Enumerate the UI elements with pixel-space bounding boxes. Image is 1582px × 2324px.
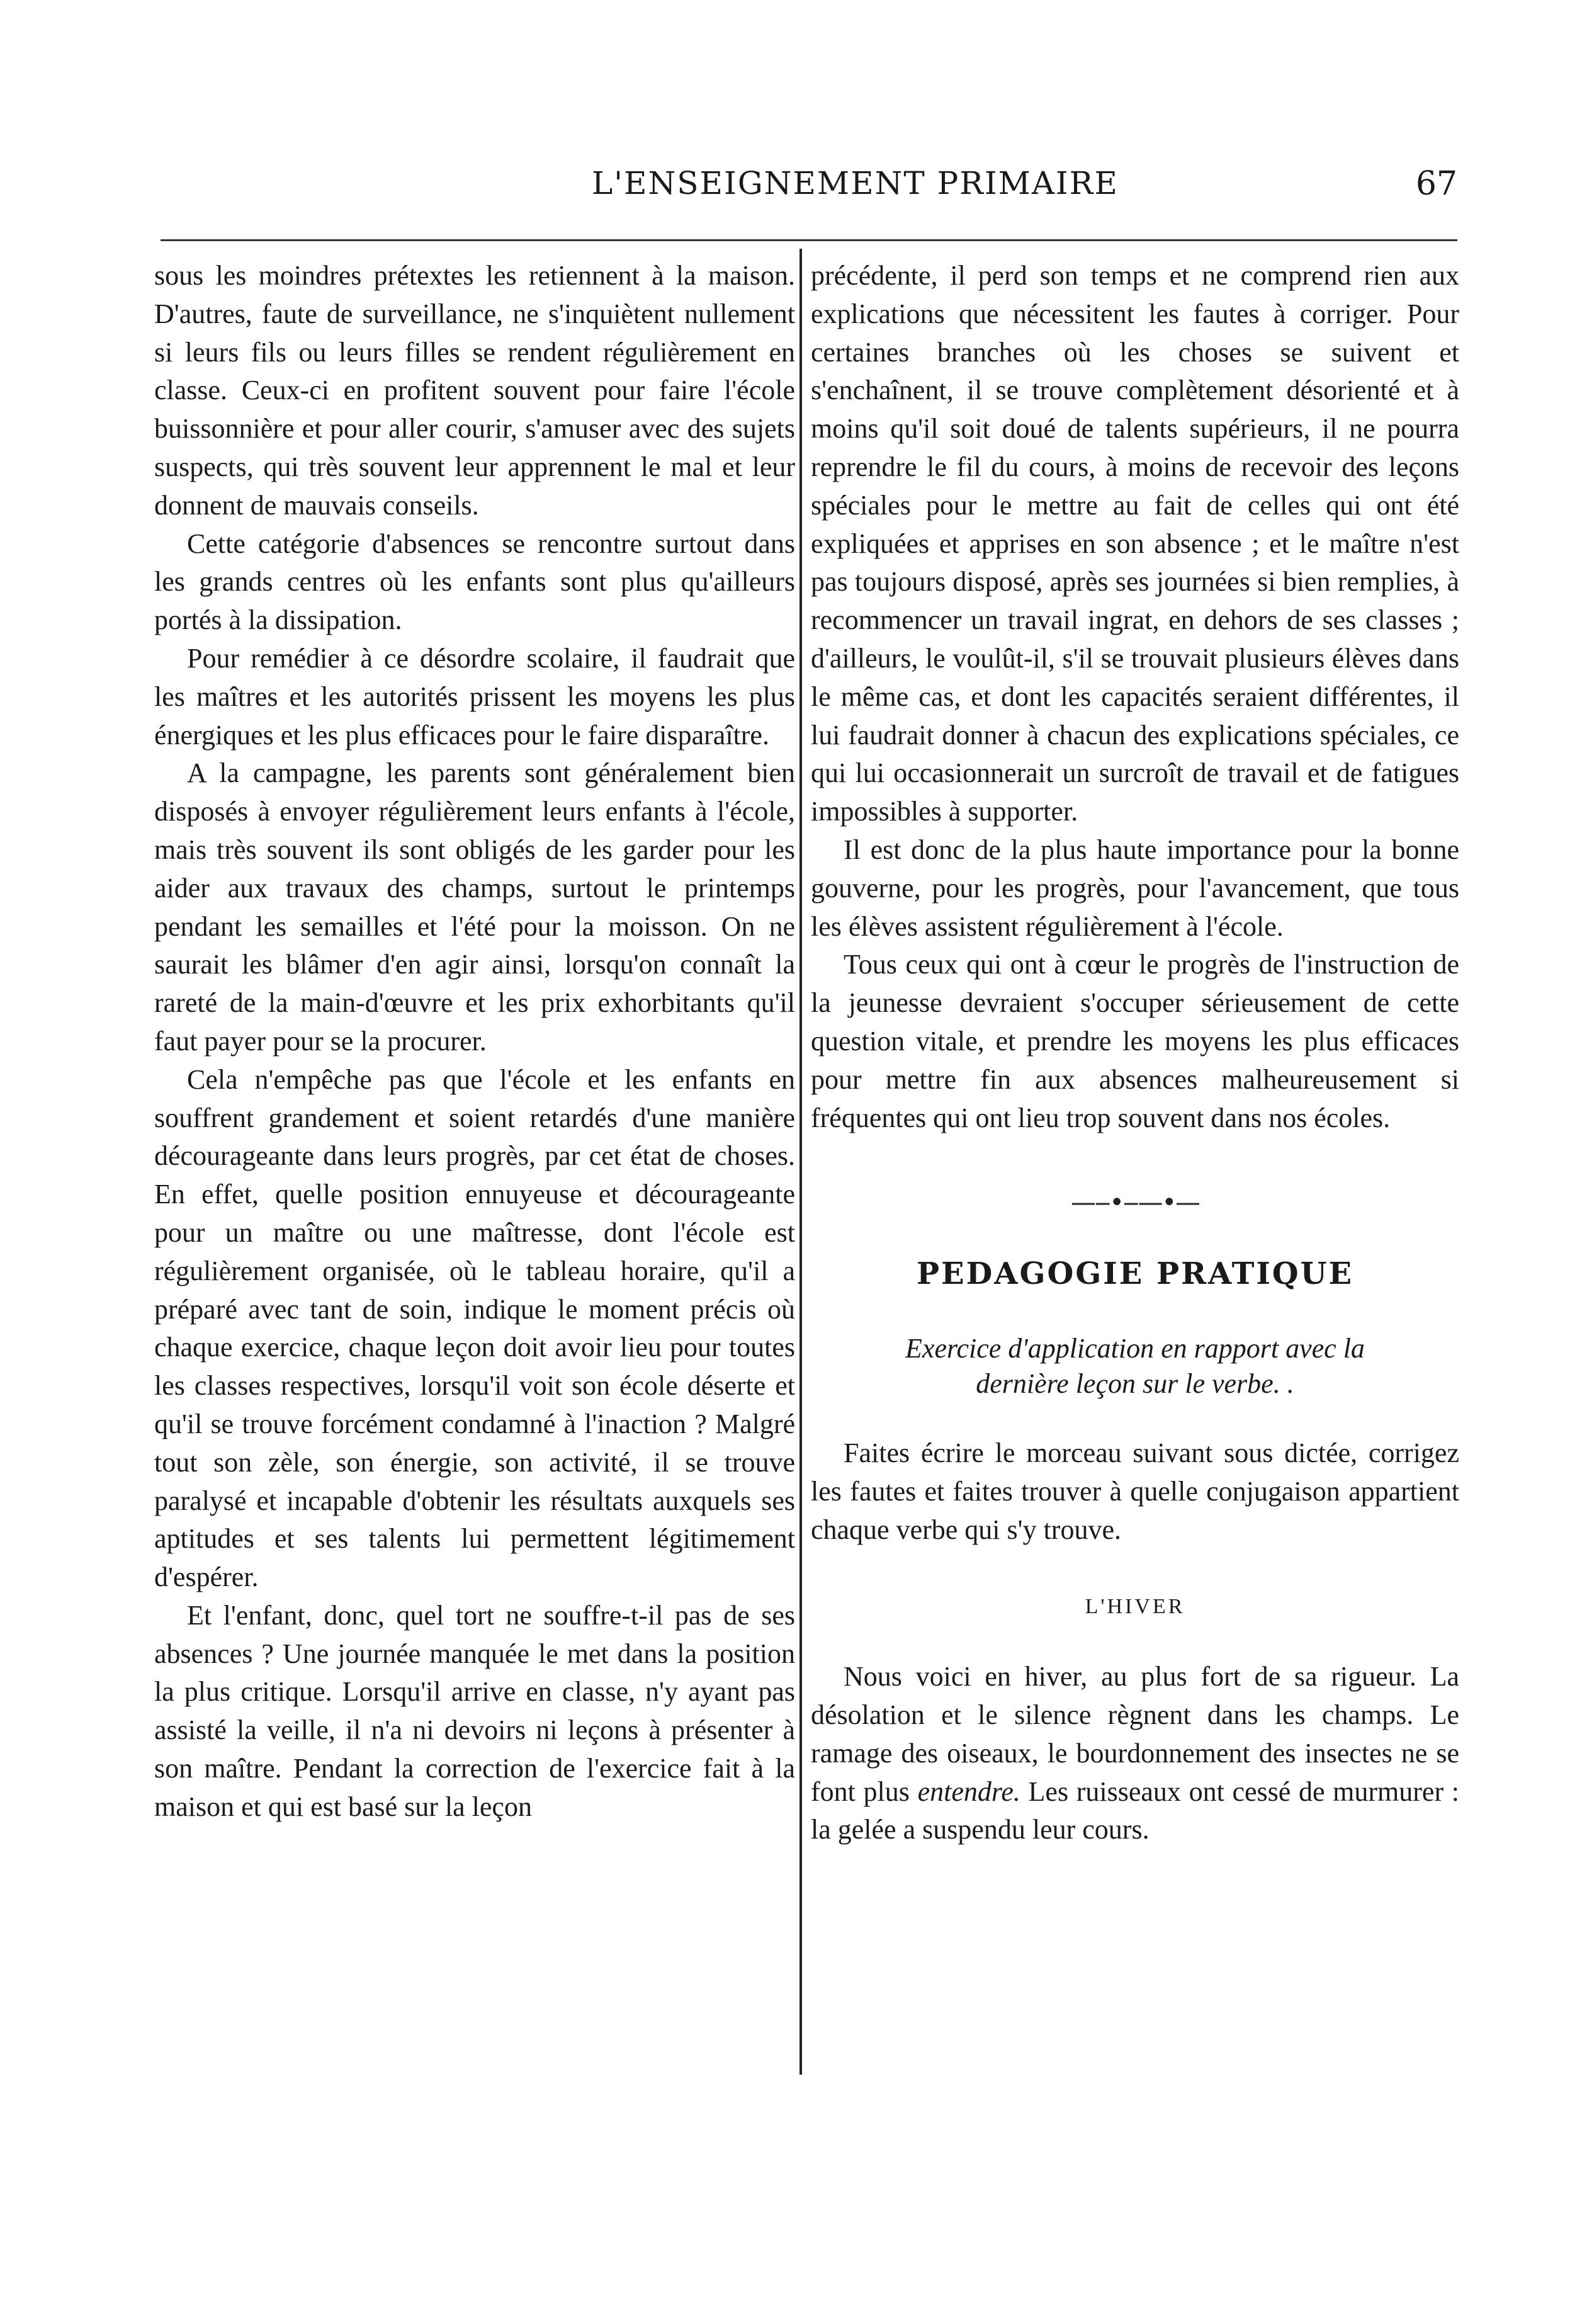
header-rule [161, 239, 1457, 241]
page-number: 67 [1415, 165, 1457, 203]
right-column [811, 257, 1459, 1849]
column-divider [799, 249, 802, 2075]
paragraph: Cette catégorie d'absences se rencontre surtout dans les grands centres où les enfants sont plus qu'ailleurs portés à la dissipation. [154, 528, 795, 636]
exercise-caption-line: Exercice d'application en rapport avec la [905, 1332, 1365, 1364]
poem-title: L'HIVER [1085, 1595, 1185, 1619]
paragraph: Et l'enfant, donc, quel tort ne souffre-t-il pas de ses absences ? Une journée manquée le met dans la position la plus critique. Lorsqu'il arrive en classe, n'y ayant pas assisté la veille, il n'a ni devoirs ni leçons à présenter à son maître. Pendant la correction de l'exercice fait à la maison et qui est basé sur la leçon [154, 1599, 795, 1822]
paragraph: sous les moindres prétextes les retiennent à la maison. D'autres, faute de surveillance, ne s'inquiètent nullement si leurs fils ou leurs filles se rendent régulièrement en classe. Ceux-ci en profitent souvent pour faire l'école buissonnière et pour aller courir, s'amuser avec des sujets suspects, qui très souvent leur apprennent le mal et leur donnent de mauvais conseils. [154, 260, 795, 521]
section-heading: PEDAGOGIE PRATIQUE [916, 1256, 1354, 1292]
paragraph: Pour remédier à ce désordre scolaire, il faudrait que les maîtres et les autorités prissent les moyens les plus énergiques et les plus efficaces pour le faire disparaître. [154, 642, 795, 751]
exercise-caption [811, 1331, 1459, 1402]
left-column [154, 257, 795, 1827]
paragraph: Tous ceux qui ont à cœur le progrès de l'instruction de la jeunesse devraient s'occuper sérieusement de cette question vitale, et prendre les moyens les plus efficaces pour mettre fin aux absences malheureusement si fréquentes qui ont lieu trop souvent dans nos écoles. [811, 949, 1459, 1133]
section-ornament: —‒•‒—•— [1070, 1188, 1200, 1218]
paragraph: A la campagne, les parents sont généralement bien disposés à envoyer régulièrement leurs enfants à l'école, mais très souvent ils sont obligés de les garder pour les aider aux travaux des champs, surtout le printemps pendant les semailles et l'été pour la moisson. On ne saurait les blâmer d'en agir ainsi, lorsqu'on connaît la rareté de la main-d'œuvre et les prix exhorbitants qu'il faut payer pour se la procurer. [154, 757, 795, 1057]
instruction-paragraph: Faites écrire le morceau suivant sous dictée, corrigez les fautes et faites trouver à quelle conjugaison appartient chaque verbe qui s'y trouve. [811, 1437, 1459, 1545]
paragraph: Cela n'empêche pas que l'école et les enfants en souffrent grandement et soient retardés d'une manière décourageante dans leurs progrès, par cet état de choses. En effet, quelle position ennuyeuse et décourageante pour un maître ou une maîtresse, dont l'école est régulièrement organisée, où le tableau horaire, qu'il a préparé avec tant de soin, indique le moment précis où chaque exercice, chaque leçon doit avoir lieu pour toutes les classes respectives, lorsqu'il voit son école déserte et qu'il se trouve forcément condamné à l'inaction ? Malgré tout son zèle, son énergie, son activité, il se trouve paralysé et incapable d'obtenir les résultats auxquels ses aptitudes et ses talents lui permettent légitimement d'espérer. [154, 1063, 795, 1593]
poem-paragraph [811, 1658, 1459, 1849]
running-title: L'ENSEIGNEMENT PRIMAIRE [592, 165, 1119, 201]
paragraph: Il est donc de la plus haute importance pour la bonne gouverne, pour les progrès, pour l'avancement, que tous les élèves assistent régulièrement à l'école. [811, 834, 1459, 942]
poem-text: Les ruisseaux ont cessé de murmurer : la gelée a suspendu leur cours. [811, 1776, 1459, 1845]
poem-text: Nous voici en hiver, au plus fort de sa rigueur. La désolation et le silence règnent dans les champs. Le ramage des oiseaux, le bourdonnement des insectes ne se font plus [811, 1661, 1459, 1807]
page-header [151, 165, 1457, 209]
exercise-caption-line: dernière leçon sur le verbe. . [976, 1368, 1294, 1399]
poem-italic-word: entendre. [917, 1776, 1020, 1807]
paragraph: précédente, il perd son temps et ne comprend rien aux explications que nécessitent les fautes à corriger. Pour certaines branches où les choses se suivent et s'enchaînent, il se trouve complètement désorienté et à moins qu'il soit doué de talents supérieurs, il ne pourra reprendre le fil du cours, à moins de recevoir des leçons spéciales pour le mettre au fait de celles qui ont été expliquées et apprises en son absence ; et le maître n'est pas toujours disposé, après ses journées si bien remplies, à recommencer un travail ingrat, en dehors de ses classes ; d'ailleurs, le voulût-il, s'il se trouvait plusieurs élèves dans le même cas, et dont les capacités seraient différentes, il lui faudrait donner à chacun des explications spéciales, ce qui lui occasionnerait un surcroît de travail et de fatigues impossibles à supporter. [811, 260, 1459, 827]
